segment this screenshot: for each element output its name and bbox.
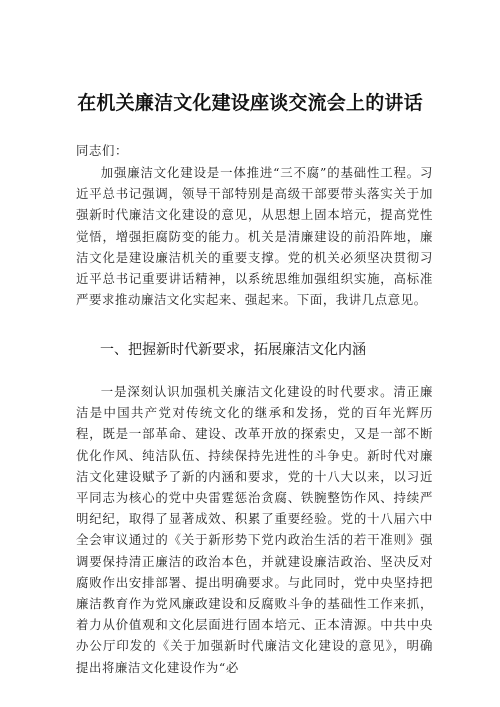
paragraph-section-1: 一是深刻认识加强机关廉洁文化建设的时代要求。清正廉洁是中国共产党对传统文化的继承和发扬，党的百年光辉历程，既是一部革命、建设、改革开放的探索史，又是一部不断优化作风、纯洁队伍、持续保持先进性的斗争史。新时代对廉洁文化建设赋予了新的内涵和要求，党的十八大以来，以习近平同志为核心的党中央雷霆惩治贪腐、铁腕整饬作风、持续严明纪纪，取得了显著成效、积累了重要经验。党的十八届六中全会审议通过的《关于新形势下党内政治生活的若干准则》强调要保持清正廉洁的政治本色，并就建设廉洁政治、坚决反对腐败作出安排部署、提出明确要求。与此同时，党中央坚持把廉洁教育作为党风廉政建设和反腐败斗争的基础性工作来抓，着力从价值观和文化层面进行固本培元、正本清源。中共中央办公厅印发的《关于加强新时代廉洁文化建设的意见》，明确提出将廉洁文化建设作为“必	[76, 384, 433, 675]
paragraph-intro: 加强廉洁文化建设是一体推进“三不腐”的基础性工程。习近平总书记强调，领导干部特别是高级干部要带头落实关于加强新时代廉洁文化建设的意见，从思想上固本培元，提高党性觉悟，增强拒腐防变的能力。机关是清廉建设的前沿阵地，廉洁文化是建设廉洁机关的重要支撑。党的机关必须坚决贯彻习近平总书记重要讲话精神，以系统思维加强组织实施，高标准严要求推动廉洁文化实起来、强起来。下面，我讲几点意见。	[76, 165, 433, 308]
document-title: 在机关廉洁文化建设座谈交流会上的讲话	[77, 92, 423, 114]
salutation: 同志们：	[76, 143, 128, 158]
section-heading-1: 一、把握新时代新要求，拓展廉洁文化内涵	[100, 342, 366, 358]
